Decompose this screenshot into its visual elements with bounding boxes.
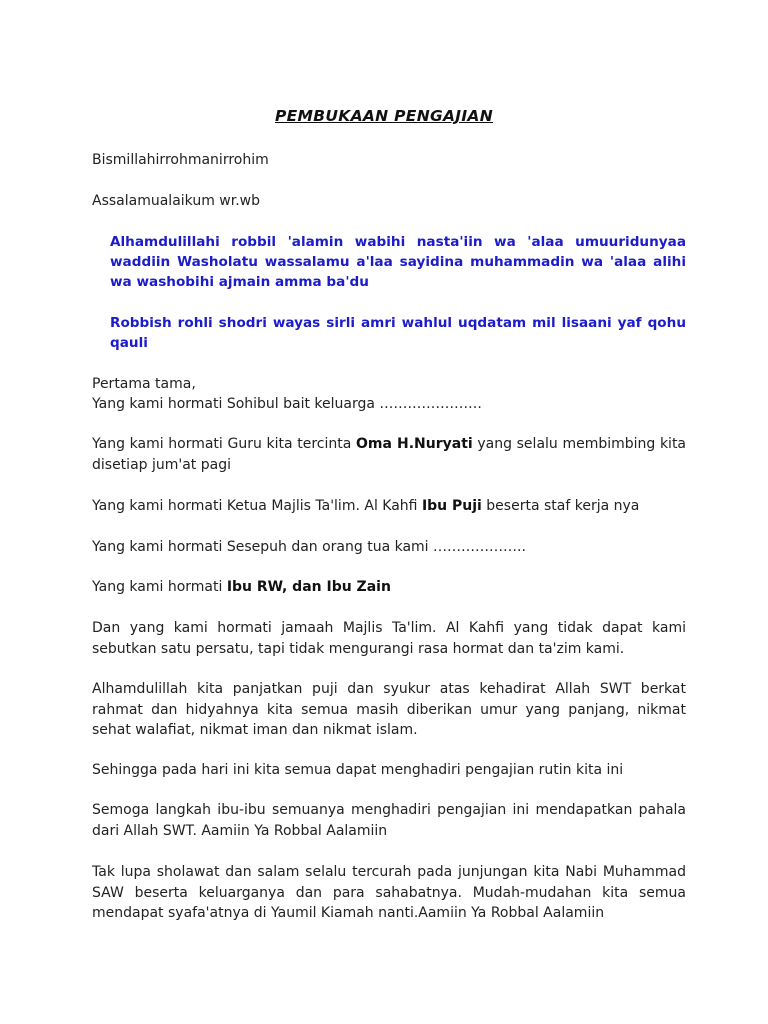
ketua-name: Ibu Puji [421,498,482,514]
rw-names: Ibu RW, dan Ibu Zain [226,579,391,595]
alhamdulillah-paragraph: Alhamdulillah kita panjatkan puji dan syukur atas kehadirat Allah SWT berkat rahmat dan hidyahnya kita semua masih diberikan umur yang panjang, nikmat sehat walafiat, nikmat iman dan nikmat islam. [92,681,686,738]
guru-name: Oma H.Nuryati [355,436,473,452]
jamaah-paragraph: Dan yang kami hormati jamaah Majlis Ta'lim. Al Kahfi yang tidak dapat kami sebutkan satu persatu, tapi tidak mengurangi rasa hormat dan ta'zim kami. [92,620,686,657]
opening-prayer-1: Alhamdulillahi robbil 'alamin wabihi nasta'iin wa 'alaa umuuridunyaa waddiin Washolatu wassalamu a'laa sayidina muhammadin wa 'alaa alihi wa washobihi ajmain amma ba'du [110,234,686,290]
basmalah-line: Bismillahirrohmanirrohim [92,152,269,168]
guru-greeting-paragraph [92,434,686,475]
rw-greeting-prefix: Yang kami hormati [92,579,227,595]
semoga-paragraph: Semoga langkah ibu-ibu semuanya menghadiri pengajian ini mendapatkan pahala dari Allah SWT. Aamiin Ya Robbal Aalamiin [92,802,686,839]
guru-greeting-suffix: yang selalu membimbing kita disetiap jum'at pagi [92,436,687,473]
guru-greeting-prefix: Yang kami hormati Guru kita tercinta [92,436,356,452]
ketua-greeting-suffix: beserta staf kerja nya [481,498,640,514]
rw-greeting-line [92,577,686,597]
salam-line: Assalamualaikum wr.wb [92,193,261,209]
sohibul-bait-line: Yang kami hormati Sohibul bait keluarga …………………. [92,396,482,412]
opening-prayer-2: Robbish rohli shodri wayas sirli amri wahlul uqdatam mil lisaani yaf qohu qauli [110,315,686,351]
pertama-line: Pertama tama, [92,376,196,392]
sehingga-line: Sehingga pada hari ini kita semua dapat menghadiri pengajian rutin kita ini [92,762,624,778]
ketua-greeting-line [92,496,686,516]
sesepuh-greeting-line: Yang kami hormati Sesepuh dan orang tua kami ……………….. [92,539,526,555]
sholawat-paragraph: Tak lupa sholawat dan salam selalu tercurah pada junjungan kita Nabi Muhammad SAW beserta keluarganya dan para sahabatnya. Mudah-mudahan kita semua mendapat syafa'atnya di Yaumil Kiamah nanti.Aamiin Ya Robbal Aalamiin [92,864,686,921]
document-title: PEMBUKAAN PENGAJIAN [275,107,493,125]
ketua-greeting-prefix: Yang kami hormati Ketua Majlis Ta'lim. Al Kahfi [92,498,422,514]
